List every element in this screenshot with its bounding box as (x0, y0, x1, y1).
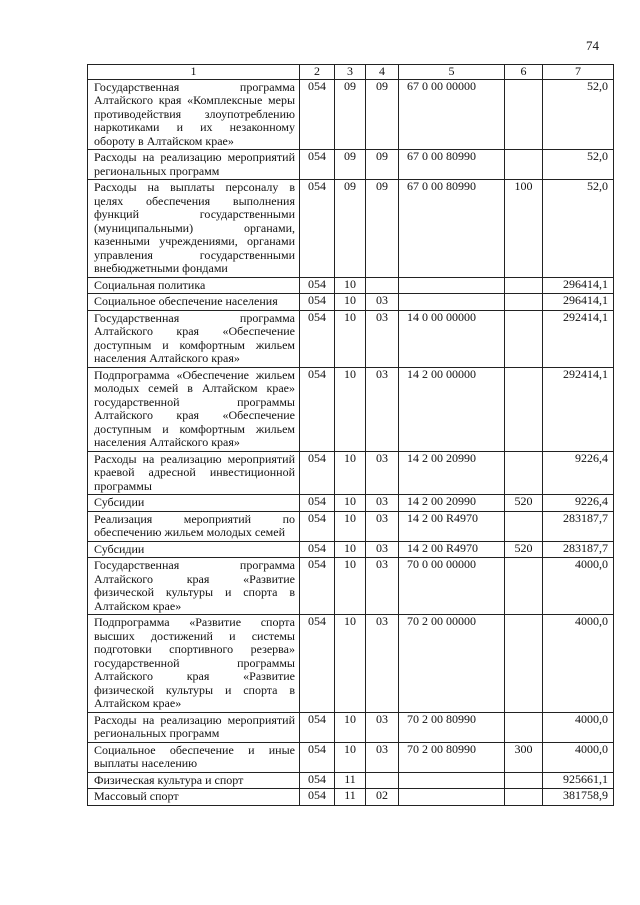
row-section: 10 (335, 541, 366, 558)
row-target-article: 67 0 00 00000 (399, 79, 505, 150)
table-row (88, 772, 614, 789)
row-code-admin: 054 (300, 712, 335, 742)
row-name: Социальное обеспечение и иные выплаты населению (88, 742, 300, 772)
row-section: 10 (335, 367, 366, 451)
row-subsection: 03 (366, 294, 399, 311)
row-code-admin: 054 (300, 511, 335, 541)
row-subsection: 03 (366, 712, 399, 742)
row-expense-type: 100 (505, 180, 543, 278)
row-amount: 283187,7 (543, 541, 614, 558)
row-section: 10 (335, 712, 366, 742)
table-row (88, 310, 614, 367)
row-target-article: 14 2 00 R4970 (399, 511, 505, 541)
column-header-7: 7 (543, 65, 614, 80)
row-code-admin: 054 (300, 789, 335, 806)
row-subsection: 02 (366, 789, 399, 806)
row-expense-type (505, 615, 543, 713)
row-subsection: 03 (366, 451, 399, 495)
row-name: Реализация мероприятий по обеспечению жильем молодых семей (88, 511, 300, 541)
row-expense-type (505, 294, 543, 311)
row-subsection (366, 772, 399, 789)
row-name: Субсидии (88, 541, 300, 558)
row-code-admin: 054 (300, 310, 335, 367)
row-amount: 4000,0 (543, 615, 614, 713)
table-row (88, 558, 614, 615)
row-code-admin: 054 (300, 495, 335, 512)
table-row (88, 150, 614, 180)
row-target-article: 14 0 00 00000 (399, 310, 505, 367)
row-section: 10 (335, 742, 366, 772)
page-number: 74 (586, 38, 599, 53)
row-subsection: 03 (366, 310, 399, 367)
table-row (88, 615, 614, 713)
row-target-article: 14 2 00 R4970 (399, 541, 505, 558)
row-target-article (399, 789, 505, 806)
row-code-admin: 054 (300, 367, 335, 451)
row-name: Субсидии (88, 495, 300, 512)
row-name: Государственная программа Алтайского края «Комплексные меры противодействия злоупотреблению наркотиками и их незаконному обороту в Алтайском крае» (88, 79, 300, 150)
row-subsection (366, 277, 399, 294)
row-section: 09 (335, 150, 366, 180)
row-expense-type (505, 772, 543, 789)
row-amount: 52,0 (543, 180, 614, 278)
row-code-admin: 054 (300, 180, 335, 278)
row-subsection: 03 (366, 615, 399, 713)
row-section: 10 (335, 310, 366, 367)
row-target-article: 67 0 00 80990 (399, 180, 505, 278)
row-target-article: 14 2 00 00000 (399, 367, 505, 451)
table-row (88, 495, 614, 512)
row-name: Подпрограмма «Обеспечение жильем молодых семей в Алтайском крае» государственной программы Алтайского края «Обеспечение доступным и комфортным жильем населения Алтайского края» (88, 367, 300, 451)
row-section: 11 (335, 772, 366, 789)
table-row (88, 180, 614, 278)
row-subsection: 03 (366, 742, 399, 772)
row-name: Государственная программа Алтайского края «Обеспечение доступным и комфортным жильем населения Алтайского края» (88, 310, 300, 367)
row-amount: 296414,1 (543, 277, 614, 294)
row-code-admin: 054 (300, 294, 335, 311)
budget-table (87, 64, 614, 806)
row-expense-type (505, 79, 543, 150)
row-name: Подпрограмма «Развитие спорта высших достижений и системы подготовки спортивного резерва» государственной программы Алтайского края «Развитие физической культуры и спорта в Алтайском крае» (88, 615, 300, 713)
column-header-2: 2 (300, 65, 335, 80)
row-subsection: 03 (366, 495, 399, 512)
row-expense-type (505, 511, 543, 541)
table-body (88, 79, 614, 805)
table-row (88, 451, 614, 495)
row-subsection: 09 (366, 79, 399, 150)
row-code-admin: 054 (300, 277, 335, 294)
row-name: Государственная программа Алтайского края «Развитие физической культуры и спорта в Алтайском крае» (88, 558, 300, 615)
column-header-1: 1 (88, 65, 300, 80)
row-amount: 9226,4 (543, 495, 614, 512)
row-target-article: 70 2 00 00000 (399, 615, 505, 713)
row-expense-type (505, 277, 543, 294)
row-section: 10 (335, 511, 366, 541)
row-section: 10 (335, 495, 366, 512)
table-row (88, 294, 614, 311)
row-code-admin: 054 (300, 742, 335, 772)
row-section: 10 (335, 277, 366, 294)
row-amount: 925661,1 (543, 772, 614, 789)
row-code-admin: 054 (300, 79, 335, 150)
row-target-article (399, 294, 505, 311)
row-name: Расходы на реализацию мероприятий региональных программ (88, 150, 300, 180)
row-target-article: 14 2 00 20990 (399, 451, 505, 495)
row-amount: 4000,0 (543, 742, 614, 772)
row-target-article: 67 0 00 80990 (399, 150, 505, 180)
row-code-admin: 054 (300, 150, 335, 180)
row-amount: 9226,4 (543, 451, 614, 495)
row-target-article (399, 277, 505, 294)
row-expense-type (505, 367, 543, 451)
table-row (88, 789, 614, 806)
table-row (88, 712, 614, 742)
row-expense-type (505, 150, 543, 180)
row-code-admin: 054 (300, 541, 335, 558)
row-expense-type: 300 (505, 742, 543, 772)
table-row (88, 367, 614, 451)
row-amount: 296414,1 (543, 294, 614, 311)
row-amount: 283187,7 (543, 511, 614, 541)
row-section: 10 (335, 615, 366, 713)
row-amount: 292414,1 (543, 310, 614, 367)
row-code-admin: 054 (300, 772, 335, 789)
row-section: 09 (335, 180, 366, 278)
table-row (88, 277, 614, 294)
row-subsection: 09 (366, 150, 399, 180)
row-expense-type (505, 712, 543, 742)
row-subsection: 03 (366, 558, 399, 615)
row-code-admin: 054 (300, 615, 335, 713)
row-code-admin: 054 (300, 451, 335, 495)
row-name: Расходы на реализацию мероприятий региональных программ (88, 712, 300, 742)
row-expense-type: 520 (505, 541, 543, 558)
row-code-admin: 054 (300, 558, 335, 615)
column-header-3: 3 (335, 65, 366, 80)
row-target-article: 70 2 00 80990 (399, 742, 505, 772)
row-amount: 292414,1 (543, 367, 614, 451)
row-name: Расходы на реализацию мероприятий краевой адресной инвестиционной программы (88, 451, 300, 495)
row-target-article: 70 2 00 80990 (399, 712, 505, 742)
row-section: 10 (335, 451, 366, 495)
row-amount: 52,0 (543, 150, 614, 180)
row-target-article: 14 2 00 20990 (399, 495, 505, 512)
row-amount: 4000,0 (543, 558, 614, 615)
table-row (88, 742, 614, 772)
row-name: Социальное обеспечение населения (88, 294, 300, 311)
row-amount: 52,0 (543, 79, 614, 150)
row-section: 11 (335, 789, 366, 806)
row-subsection: 03 (366, 541, 399, 558)
row-name: Социальная политика (88, 277, 300, 294)
table-row (88, 541, 614, 558)
table-row (88, 511, 614, 541)
row-target-article: 70 0 00 00000 (399, 558, 505, 615)
row-subsection: 09 (366, 180, 399, 278)
row-amount: 381758,9 (543, 789, 614, 806)
row-section: 10 (335, 294, 366, 311)
table-row (88, 79, 614, 150)
row-expense-type (505, 558, 543, 615)
row-name: Расходы на выплаты персоналу в целях обеспечения выполнения функций государственными (муниципальными) органами, казенными учреждениями, органами управления государственными внебюджетными фондами (88, 180, 300, 278)
row-subsection: 03 (366, 367, 399, 451)
row-section: 09 (335, 79, 366, 150)
row-expense-type (505, 451, 543, 495)
row-expense-type: 520 (505, 495, 543, 512)
column-header-4: 4 (366, 65, 399, 80)
row-name: Массовый спорт (88, 789, 300, 806)
row-section: 10 (335, 558, 366, 615)
row-subsection: 03 (366, 511, 399, 541)
column-header-5: 5 (399, 65, 505, 80)
row-expense-type (505, 310, 543, 367)
row-name: Физическая культура и спорт (88, 772, 300, 789)
table-header-row (88, 65, 614, 80)
row-amount: 4000,0 (543, 712, 614, 742)
row-target-article (399, 772, 505, 789)
column-header-6: 6 (505, 65, 543, 80)
row-expense-type (505, 789, 543, 806)
